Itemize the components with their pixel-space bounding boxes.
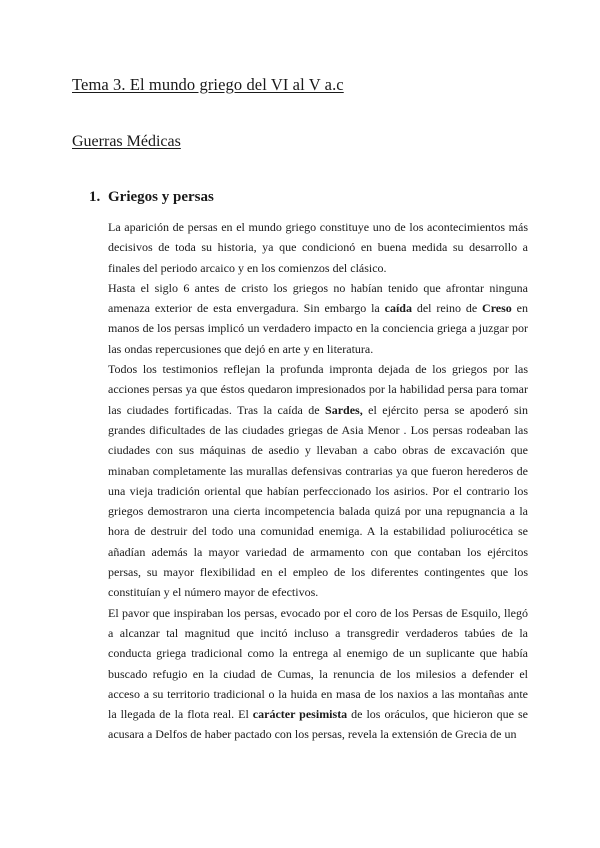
subsection-heading bbox=[89, 189, 214, 206]
paragraph-text: La aparición de persas en el mundo griego constituye uno de los acontecimientos más decisivos de toda su historia, ya que condicionó en buena medida su desarrollo a finales del periodo arcaico y en los comienzos del clásico. bbox=[108, 220, 528, 275]
paragraph-text: Hasta el siglo 6 antes de cristo los griegos no habían tenido que afrontar ninguna amenaza exterior de esta envergadura. Sin embargo la bbox=[108, 280, 528, 316]
document-title: Tema 3. El mundo griego del VI al V a.c bbox=[72, 75, 344, 94]
bold-term: caída bbox=[384, 301, 412, 316]
paragraph-text: el ejército persa se apoderó sin grandes dificultades de las ciudades griegas de Asia Menor . Los persas rodeaban las ciudades con sus máquinas de asedio y llevaban a cabo obras de excavación que minaban completamente las murallas defensivas contrarias ya que fueron herederos de una vieja tradición oriental que habían perfeccionado los asirios. Por el contrario los griegos demostraron una cierta incompetencia balada quizá por una repugnancia a la hora de destruir del todo una comunidad enemiga. A la estabilidad poliurocética se añadían además la mayor variedad de armamento con que contaban los ejércitos persas, su mayor flexibilidad en el empleo de los diferentes contingentes que los constituían y el número mayor de efectivos. bbox=[108, 402, 528, 600]
paragraph bbox=[108, 217, 528, 278]
bold-term: carácter pesimista bbox=[252, 707, 348, 722]
paragraph-text: de los oráculos, que hicieron que se acusara a Delfos de haber pactado con los persas, revela la extensión de Grecia de un bbox=[108, 707, 528, 742]
subsection-title: Griegos y persas bbox=[108, 189, 214, 205]
paragraph-text: Todos los testimonios reflejan la profunda impronta dejada de los griegos por las acciones persas ya que éstos quedaron impresionados por la habilidad persa para tomar las ciudades fortificadas. Tras la caída de bbox=[108, 362, 528, 417]
paragraph bbox=[108, 359, 528, 603]
body-text bbox=[108, 217, 528, 745]
paragraph-text: El pavor que inspiraban los persas, evocado por el coro de los Persas de Esquilo, llegó a alcanzar tal magnitud que incitó incluso a transgredir verdaderos tabúes de la conducta griega tradicional como la entrega al enemigo de un suplicante que había buscado refugio en la ciudad de Cumas, la renuncia de los milesios a defender el acceso a su territorio tradicional o la huida en masa de los naxios a las montañas ante la llegada de la flota real. El bbox=[108, 605, 528, 722]
paragraph-text: en manos de los persas implicó un verdadero impacto en la conciencia griega a juzgar por las ondas repercusiones que dejó en arte y en literatura. bbox=[108, 301, 528, 356]
bold-term: Creso bbox=[482, 301, 512, 316]
paragraph bbox=[108, 278, 528, 359]
paragraph-text: del reino de bbox=[411, 301, 483, 316]
subsection-number: 1. bbox=[89, 189, 101, 205]
section-title: Guerras Médicas bbox=[72, 133, 181, 150]
bold-term: Sardes, bbox=[325, 402, 363, 417]
paragraph bbox=[108, 603, 528, 745]
